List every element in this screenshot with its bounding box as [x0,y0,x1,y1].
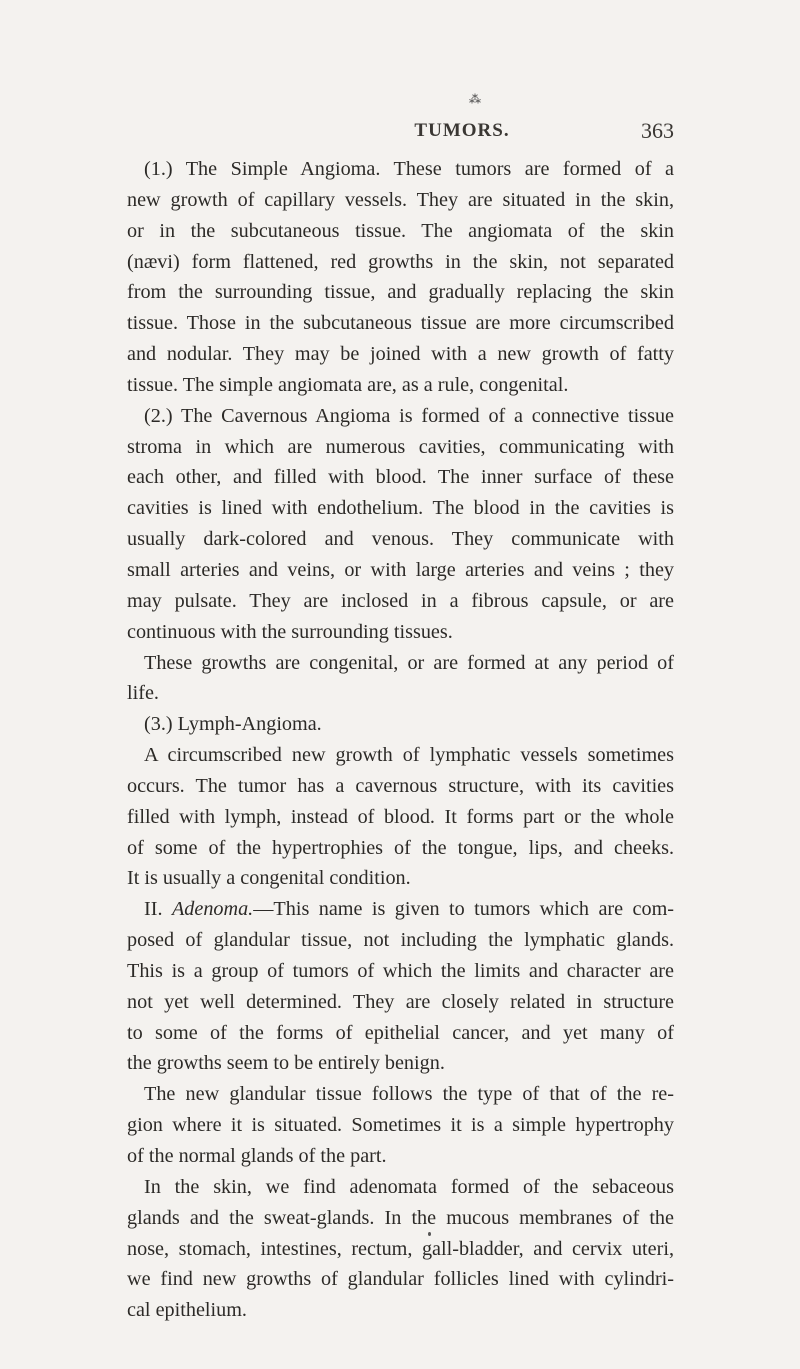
text-line: This is a group of tumors of which the limits and character are [127,959,674,982]
body-text [127,154,674,1326]
text-line: posed of glandular tissue, not including the lymphatic glands. [127,929,674,952]
text-line: and nodular. They may be joined with a new growth of fatty [127,343,674,366]
text-line: we find new growths of glandular follicles lined with cylindri- [127,1268,674,1291]
text-line: tissue. Those in the subcutaneous tissue are more circumscribed [127,312,674,335]
page-number: 363 [641,118,674,143]
running-head [250,120,674,146]
section-lead-text: —This name is given to tumors which are com- [253,898,674,921]
text-line: nose, stomach, intestines, rectum, gall-bladder, and cervix uteri, [127,1237,674,1260]
text-line: cavities is lined with endothelium. The blood in the cavities is [127,497,674,520]
text-line: of some of the hypertrophies of the tongue, lips, and cheeks. [127,836,674,859]
text-line: occurs. The tumor has a cavernous structure, with its cavities [127,774,674,797]
text-line: each other, and filled with blood. The inner surface of these [127,466,674,489]
text-line: usually dark-colored and venous. They communicate with [127,528,674,551]
text-line: glands and the sweat-glands. In the mucous membranes of the [127,1206,674,1229]
text-line: from the surrounding tissue, and gradually replacing the skin [127,281,674,304]
text-line: or in the subcutaneous tissue. The angiomata of the skin [127,219,674,242]
text-line: (3.) Lymph-Angioma. [144,713,322,736]
text-line: (2.) The Cavernous Angioma is formed of a connective tissue [144,404,674,427]
text-line: It is usually a congenital condition. [127,867,411,890]
text-line: not yet well determined. They are closely related in structure [127,990,674,1013]
section-numeral: II. [144,898,163,921]
text-line: new growth of capillary vessels. They are situated in the skin, [127,188,674,211]
text-line: gion where it is situated. Sometimes it is a simple hypertrophy [127,1114,674,1137]
text-line: In the skin, we find adenomata formed of the sebaceous [144,1175,674,1198]
text-line: life. [127,682,159,705]
text-line: continuous with the surrounding tissues. [127,620,453,643]
text-line: filled with lymph, instead of blood. It forms part or the whole [127,805,674,828]
text-line [127,894,674,925]
text-line: These growths are congenital, or are formed at any period of [144,651,674,674]
text-line: small arteries and veins, or with large arteries and veins ; they [127,558,674,581]
text-line: tissue. The simple angiomata are, as a rule, congenital. [127,373,569,396]
running-title: TUMORS. [414,120,510,141]
section-term: Adenoma. [171,898,254,921]
text-line: to some of the forms of epithelial cancer, and yet many of [127,1021,674,1044]
text-line: the growths seem to be entirely benign. [127,1052,445,1075]
text-line: A circumscribed new growth of lymphatic vessels sometimes [144,744,674,767]
text-line: cal epithelium. [127,1299,247,1322]
text-line: stroma in which are numerous cavities, communicating with [127,435,674,458]
text-line: may pulsate. They are inclosed in a fibrous capsule, or are [127,589,674,612]
text-line: (nævi) form flattened, red growths in the skin, not separated [127,250,674,273]
text-line: (1.) The Simple Angioma. These tumors are formed of a [144,158,674,180]
ink-speck [428,1232,431,1236]
text-line: The new glandular tissue follows the type of that of the re- [144,1083,674,1106]
text-line: of the normal glands of the part. [127,1145,387,1167]
stray-ink-mark: ⁂ [469,92,481,106]
